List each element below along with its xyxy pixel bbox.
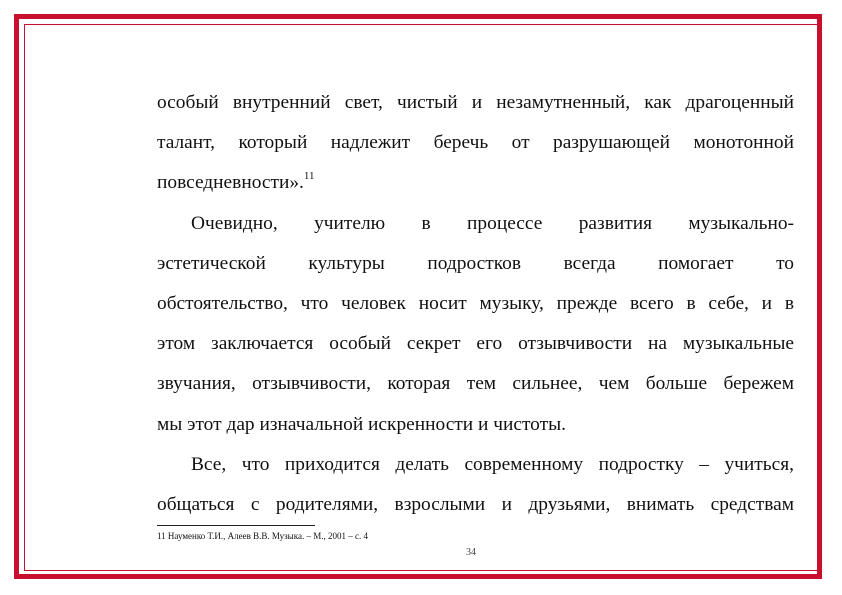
text-line-content: повседневности». (157, 172, 304, 194)
text-line (157, 163, 794, 203)
footnote: 11 Науменко Т.И., Алеев В.В. Музыка. – М., 2001 – с. 4 (157, 531, 368, 541)
text-line: этом заключается особый секрет его отзывчивости на музыкальные (157, 333, 794, 355)
paragraph-start-line: Очевидно, учителю в процессе развития музыкально- (191, 212, 794, 234)
body-text (157, 83, 794, 525)
footnote-reference[interactable]: 11 (303, 170, 315, 183)
text-line: обстоятельство, что человек носит музыку, прежде всего в себе, и в (157, 292, 794, 314)
text-line: звучания, отзывчивости, которая тем сильнее, чем больше бережем (157, 373, 794, 395)
text-line: талант, который надлежит беречь от разрушающей монотонной (157, 132, 794, 154)
text-line: эстетической культуры подростков всегда помогает то (157, 252, 794, 274)
text-line: особый внутренний свет, чистый и незамутненный, как драгоценный (157, 92, 794, 113)
page-number: 34 (466, 547, 476, 558)
text-line: общаться с родителями, взрослыми и друзьями, внимать средствам (157, 493, 794, 515)
paragraph-start-line: Все, что приходится делать современному подростку – учиться, (191, 453, 794, 475)
footnote-separator (157, 525, 315, 526)
text-line: мы этот дар изначальной искренности и чистоты. (157, 413, 566, 435)
